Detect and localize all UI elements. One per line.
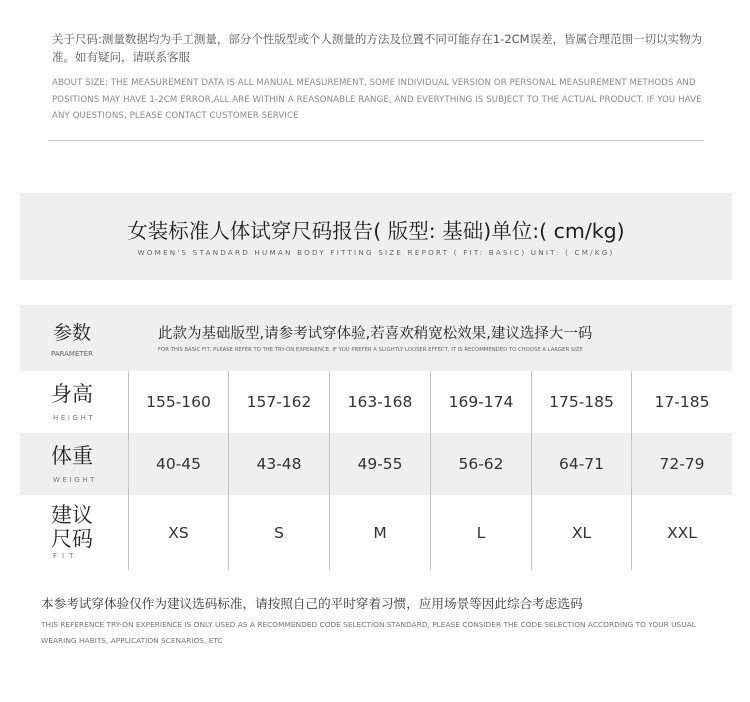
weight-label-en: WEIGHT: [53, 476, 97, 484]
height-row: [20, 371, 732, 433]
table-cell: 40-45: [128, 433, 228, 495]
title-banner: [20, 193, 732, 280]
table-cell: XL: [531, 495, 631, 570]
weight-row: [20, 433, 732, 495]
fit-label: [51, 503, 93, 551]
footer-note-cn: 本参考试穿体验仅作为建议选码标准，请按照自己的平时穿着习惯，应用场景等因此综合考虑选码: [41, 596, 583, 611]
fit-header: [20, 495, 128, 570]
footer-note-en: THIS REFERENCE TRY-ON EXPERIENCE IS ONLY USED AS A RECOMMENDED CODE SELECTION STANDARD, PLEASE CONSIDER THE CODE SELECTION ACCORDING TO YOUR USUAL WEARING HABITS, APPLICATION SCENARIOS, ETC: [41, 620, 696, 645]
table-cell: M: [329, 495, 430, 570]
parameter-label: 参数: [53, 322, 92, 344]
table-cell: 43-48: [228, 433, 329, 495]
parameter-row: [20, 305, 732, 371]
fit-label-line-1: 建议: [51, 503, 93, 527]
parameter-label-en: PARAMETER: [51, 350, 93, 358]
size-table: [20, 305, 732, 570]
table-cell: 157-162: [228, 371, 329, 433]
table-cell: S: [228, 495, 329, 570]
fit-label-line-2: 尺码: [51, 527, 93, 551]
table-cell: 64-71: [531, 433, 631, 495]
divider: [48, 140, 704, 141]
weight-header: [20, 433, 128, 495]
height-header: [20, 371, 128, 433]
table-cell: 155-160: [128, 371, 228, 433]
size-notice: [52, 30, 712, 125]
table-cell: 72-79: [631, 433, 732, 495]
table-cell: 175-185: [531, 371, 631, 433]
table-cell: XS: [128, 495, 228, 570]
height-label-en: HEIGHT: [53, 414, 96, 422]
table-cell: 17-185: [631, 371, 732, 433]
parameter-description: 此款为基础版型,请参考试穿体验,若喜欢稍宽松效果,建议选择大一码: [158, 326, 593, 342]
table-cell: 49-55: [329, 433, 430, 495]
height-label: 身高: [51, 382, 93, 406]
table-cell: 56-62: [430, 433, 531, 495]
footer-note: [41, 595, 731, 648]
table-cell: 169-174: [430, 371, 531, 433]
fit-label-en: FIT: [53, 552, 79, 560]
table-cell: 163-168: [329, 371, 430, 433]
weight-label: 体重: [51, 444, 93, 468]
table-cell: XXL: [631, 495, 732, 570]
fit-row: [20, 495, 732, 570]
size-notice-cn: 关于尺码:测量数据均为手工测量，部分个性版型或个人测量的方法及位置不同可能存在1-2CM误差，皆属合理范围一切以实物为准。如有疑问，请联系客服: [52, 32, 703, 64]
page-title: 女装标准人体试穿尺码报告( 版型: 基础)单位:( cm/kg): [127, 219, 625, 243]
parameter-description-en: FOR THIS BASIC FIT, PLEASE REFER TO THE TRY-ON EXPERIENCE, IF YOU PREFER A SLIGHTLY LOOSER EFFECT, IT IS RECOMMENDED TO CHOOSE A LARGER SIZE: [158, 347, 583, 353]
size-notice-en: ABOUT SIZE: THE MEASUREMENT DATA IS ALL MANUAL MEASUREMENT, SOME INDIVIDUAL VERSION OR PERSONAL MEASUREMENT METHODS AND POSITIONS MAY HAVE 1-2CM ERROR,ALL ARE WITHIN A REASONABLE RANGE, AND EVERYTHING IS SUBJECT TO THE ACTUAL PRODUCT. IF YOU HAVE ANY QUESTIONS, PLEASE CONTACT CUSTOMER SERVICE: [52, 78, 702, 121]
table-cell: L: [430, 495, 531, 570]
page-subtitle: WOMEN'S STANDARD HUMAN BODY FITTING SIZE REPORT ( FIT: BASIC) UNIT: ( CM/KG): [137, 248, 615, 257]
